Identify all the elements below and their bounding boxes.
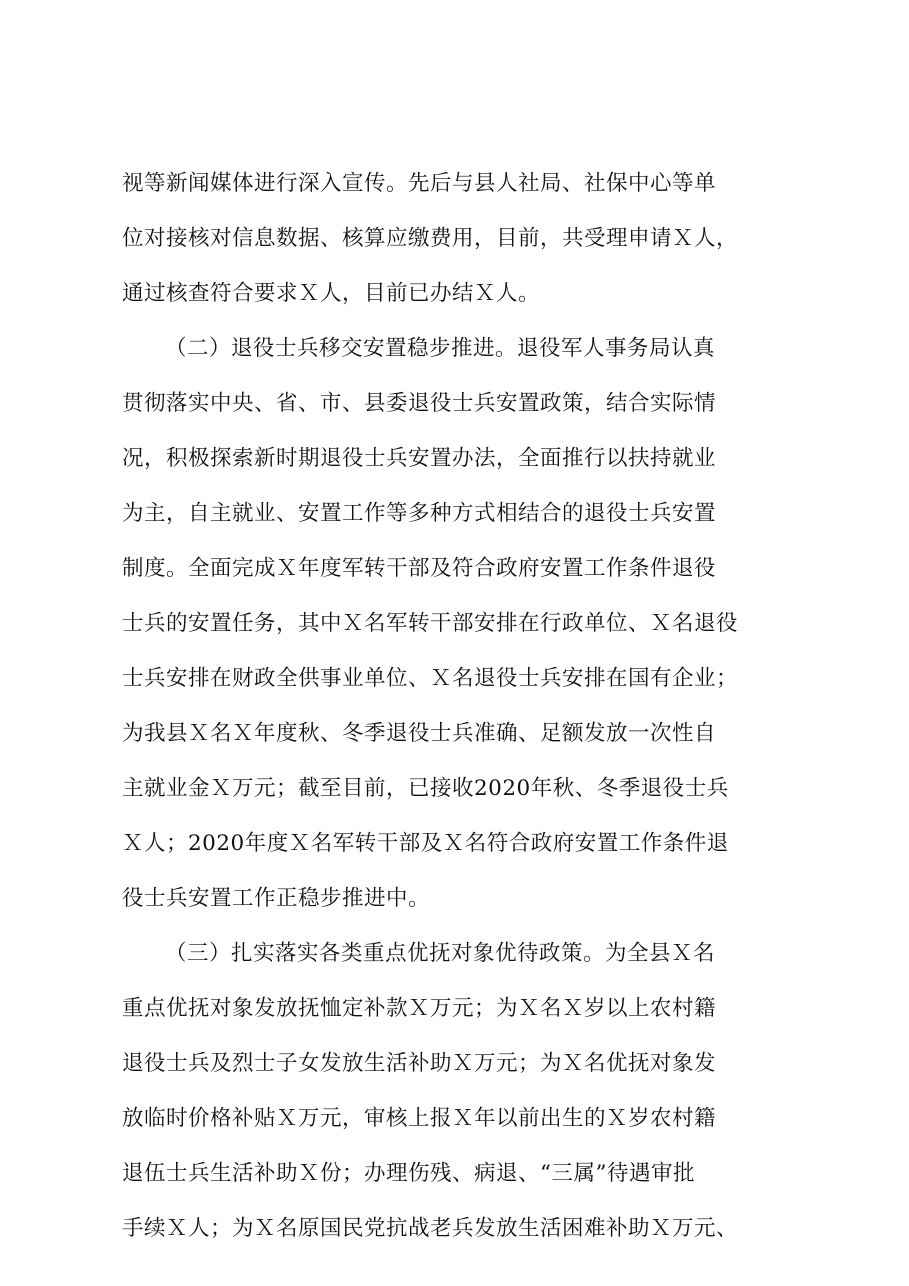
body-text-line: 退役士兵及烈士子女发放生活补助Ｘ万元；为Ｘ名优抚对象发 [122,1051,717,1076]
body-text-line: 制度。全面完成Ｘ年度军转干部及符合政府安置工作条件退役 [122,556,717,581]
body-text-line: 手续Ｘ人；为Ｘ名原国民党抗战老兵发放生活困难补助Ｘ万元、 [122,1216,739,1241]
body-text-line: 为我县Ｘ名Ｘ年度秋、冬季退役士兵准确、足额发放一次性自 [122,721,717,746]
body-text-line: 视等新闻媒体进行深入宣传。先后与县人社局、社保中心等单 [122,171,717,196]
body-text-line: 退伍士兵生活补助Ｘ份；办理伤残、病退、“三属”待遇审批 [122,1161,695,1186]
body-text-line: 位对接核对信息数据、核算应缴费用，目前，共受理申请Ｘ人， [122,226,739,251]
section-heading-line: （二）退役士兵移交安置稳步推进。退役军人事务局认真 [165,336,716,361]
body-text-line: 通过核查符合要求Ｘ人，目前已办结Ｘ人。 [122,281,541,306]
body-text-line: 为主，自主就业、安置工作等多种方式相结合的退役士兵安置 [122,501,717,526]
body-text-line: Ｘ人；2020年度Ｘ名军转干部及Ｘ名符合政府安置工作条件退 [122,831,729,856]
section-heading-line: （三）扎实落实各类重点优抚对象优待政策。为全县Ｘ名 [165,941,716,966]
body-text-line: 士兵的安置任务，其中Ｘ名军转干部安排在行政单位、Ｘ名退役 [122,611,739,636]
body-text-line: 贯彻落实中央、省、市、县委退役士兵安置政策，结合实际情 [122,391,717,416]
body-text-line: 放临时价格补贴Ｘ万元，审核上报Ｘ年以前出生的Ｘ岁农村籍 [122,1106,717,1131]
body-text-line: 士兵安排在财政全供事业单位、Ｘ名退役士兵安排在国有企业； [122,666,739,691]
body-text-line: 主就业金Ｘ万元；截至目前，已接收2020年秋、冬季退役士兵 [122,776,729,801]
body-text-line: 况，积极探索新时期退役士兵安置办法，全面推行以扶持就业 [122,446,717,471]
body-text-line: 役士兵安置工作正稳步推进中。 [122,886,431,911]
body-text-line: 重点优抚对象发放抚恤定补款Ｘ万元；为Ｘ名Ｘ岁以上农村籍 [122,996,717,1021]
